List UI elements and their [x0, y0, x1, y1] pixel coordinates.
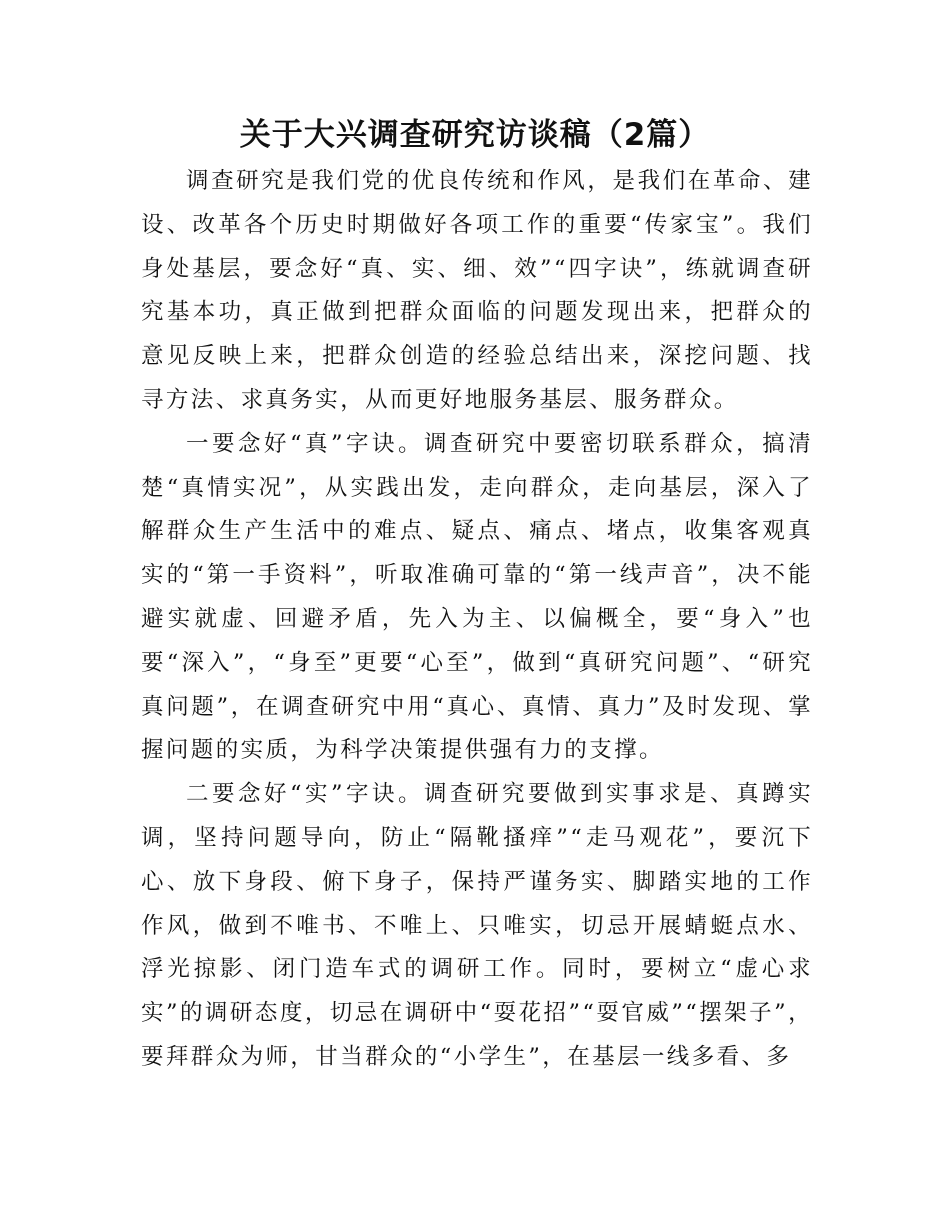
paragraph-zhen: 一要念好“真”字诀。调查研究中要密切联系群众，搞清楚“真情实况”，从实践出发，走向群众，走向基层，深入了解群众生产生活中的难点、疑点、痛点、堵点，收集客观真实的“第一手资料”，听取准确可靠的“第一线声音”，决不能避实就虚、回避矛盾，先入为主、以偏概全，要“身入”也要“深入”，“身至”更要“心至”，做到“真研究问题”、“研究真问题”，在调查研究中用“真心、真情、真力”及时发现、掌握问题的实质，为科学决策提供强有力的支撑。	[141, 430, 813, 764]
document-title: 关于大兴调查研究访谈稿（2篇）	[239, 117, 711, 153]
paragraph-intro: 调查研究是我们党的优良传统和作风，是我们在革命、建设、改革各个历史时期做好各项工作的重要“传家宝”。我们身处基层，要念好“真、实、细、效”“四字诀”，练就调查研究基本功，真正做到把群众面临的问题发现出来，把群众的意见反映上来，把群众创造的经验总结出来，深挖问题、找寻方法、求真务实，从而更好地服务基层、服务群众。	[141, 168, 813, 413]
paragraph-shi: 二要念好“实”字诀。调查研究要做到实事求是、真蹲实调，坚持问题导向，防止“隔靴搔痒”“走马观花”，要沉下心、放下身段、俯下身子，保持严谨务实、脚踏实地的工作作风，做到不唯书、不唯上、只唯实，切忌开展蜻蜓点水、浮光掠影、闭门造车式的调研工作。同时，要树立“虚心求实”的调研态度，切忌在调研中“耍花招”“耍官威”“摆架子”，要拜群众为师，甘当群众的“小学生”，在基层一线多看、多	[141, 781, 813, 1070]
document-body	[141, 160, 813, 1080]
